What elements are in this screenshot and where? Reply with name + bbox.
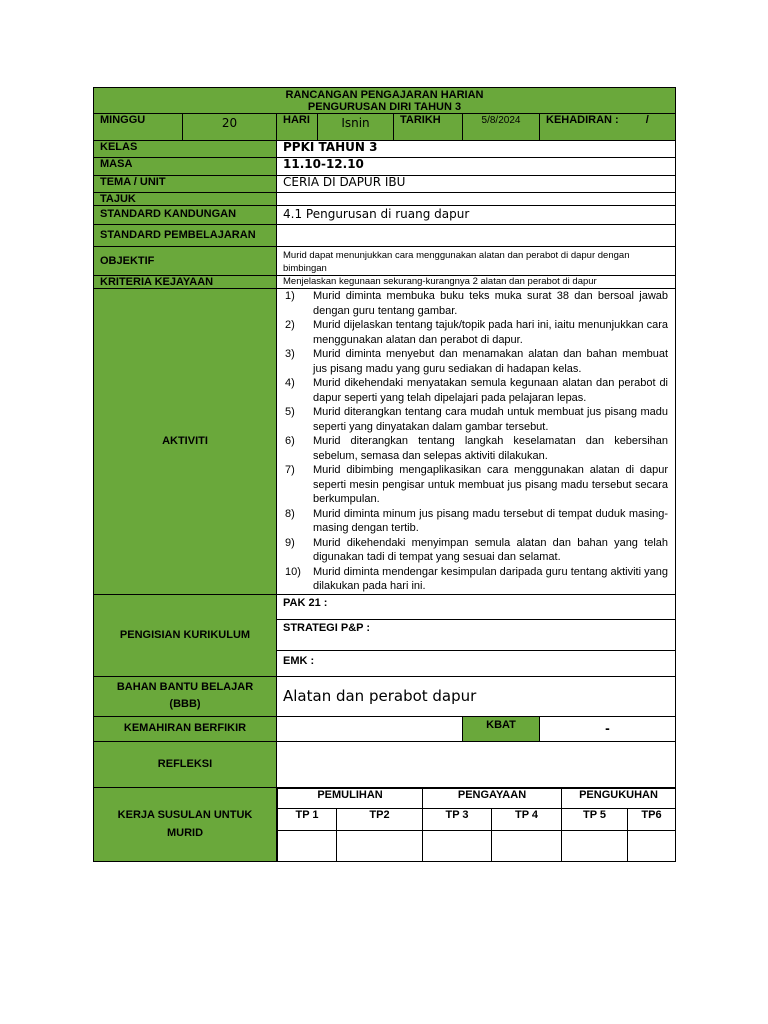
kbat-label: KBAT bbox=[463, 716, 540, 741]
standard-kandungan-value: 4.1 Pengurusan di ruang dapur bbox=[277, 206, 676, 225]
document-title bbox=[94, 88, 676, 114]
aktiviti-item-text: Murid dikehendaki menyimpan semula alatan dan bahan yang telah digunakan tadi di tempat yang sesuai dan selamat. bbox=[313, 536, 669, 563]
aktiviti-item-text: Murid diminta minum jus pisang madu tersebut di tempat duduk masing-masing dengan tertib. bbox=[313, 507, 669, 534]
tp5-cell bbox=[562, 830, 628, 861]
aktiviti-item bbox=[285, 565, 669, 594]
minggu-label: MINGGU bbox=[94, 114, 183, 141]
tp4-cell bbox=[492, 830, 562, 861]
kehadiran-value: / bbox=[645, 114, 649, 126]
aktiviti-item bbox=[285, 463, 669, 507]
aktiviti-item-text: Murid dijelaskan tentang tajuk/topik pada hari ini, iaitu menunjukkan cara menggunakan alatan dan perabot di dapur. bbox=[313, 319, 669, 346]
tp1-cell bbox=[278, 830, 337, 861]
aktiviti-item bbox=[285, 376, 669, 405]
aktiviti-item bbox=[285, 347, 669, 376]
hari-label: HARI bbox=[277, 114, 318, 141]
aktiviti-item bbox=[285, 434, 669, 463]
aktiviti-item-text: Murid dibimbing mengaplikasikan cara menggunakan alatan di dapur seperti mesin pengisar untuk membuat jus pisang madu tersebut secara berkumpulan. bbox=[313, 464, 669, 505]
aktiviti-item bbox=[285, 536, 669, 565]
kelas-value: PPKI TAHUN 3 bbox=[277, 141, 676, 158]
aktiviti-label: AKTIVITI bbox=[94, 289, 277, 595]
tajuk-value bbox=[277, 193, 676, 206]
pengisian-kurikulum-label: PENGISIAN KURIKULUM bbox=[94, 594, 277, 676]
kerja-susulan-grid bbox=[277, 787, 676, 862]
aktiviti-item-text: Murid diminta menyebut dan menamakan alatan dan bahan membuat jus pisang madu yang guru sediakan di hadapan kelas. bbox=[313, 348, 669, 375]
tema-value: CERIA DI DAPUR IBU bbox=[277, 176, 676, 193]
tarikh-label: TARIKH bbox=[394, 114, 463, 141]
masa-value: 11.10-12.10 bbox=[277, 158, 676, 176]
aktiviti-item-number: 5) bbox=[285, 406, 295, 418]
objektif-label: OBJEKTIF bbox=[94, 247, 277, 276]
strategi-pnp-field: STRATEGI P&P : bbox=[277, 619, 676, 650]
standard-kandungan-label: STANDARD KANDUNGAN bbox=[94, 206, 277, 225]
standard-pembelajaran-value bbox=[277, 225, 676, 247]
aktiviti-item-number: 7) bbox=[285, 464, 295, 476]
aktiviti-item-number: 4) bbox=[285, 377, 295, 389]
kbat-value: - bbox=[540, 716, 676, 741]
tp-table bbox=[277, 788, 676, 862]
aktiviti-item-text: Murid diminta mendengar kesimpulan daripada guru tentang aktiviti yang dilakukan pada hari ini. bbox=[313, 565, 669, 592]
aktiviti-item bbox=[285, 405, 669, 434]
aktiviti-item bbox=[285, 507, 669, 536]
kerja-susulan-label: KERJA SUSULAN UNTUK MURID bbox=[94, 787, 277, 862]
aktiviti-item bbox=[285, 318, 669, 347]
refleksi-value bbox=[277, 741, 676, 787]
kelas-label: KELAS bbox=[94, 141, 277, 158]
aktiviti-item-number: 2) bbox=[285, 319, 295, 331]
aktiviti-list bbox=[283, 289, 668, 594]
bbb-value: Alatan dan perabot dapur bbox=[277, 676, 676, 716]
emk-field: EMK : bbox=[277, 650, 676, 676]
kehadiran-cell bbox=[540, 114, 676, 141]
tp2-header: TP2 bbox=[337, 808, 423, 830]
aktiviti-item-number: 8) bbox=[285, 507, 295, 520]
aktiviti-item-number: 9) bbox=[285, 536, 295, 549]
pengukuhan-header: PENGUKUHAN bbox=[562, 788, 676, 808]
kriteria-kejayaan-value: Menjelaskan kegunaan sekurang-kurangnya 2 alatan dan perabot di dapur bbox=[277, 276, 676, 289]
aktiviti-item-text: Murid diterangkan tentang cara mudah untuk membuat jus pisang madu seperti yang dinyatakan dalam gambar tersebut. bbox=[313, 406, 669, 433]
tp5-header: TP 5 bbox=[562, 808, 628, 830]
tp6-cell bbox=[628, 830, 676, 861]
aktiviti-item-number: 1) bbox=[285, 290, 295, 302]
tp3-cell bbox=[423, 830, 492, 861]
aktiviti-item-text: Murid diterangkan tentang langkah keselamatan dan kebersihan sebelum, semasa dan selepas aktiviti dilakukan. bbox=[313, 435, 669, 462]
objektif-value: Murid dapat menunjukkan cara menggunakan alatan dan perabot di dapur dengan bimbingan bbox=[277, 247, 676, 276]
tp3-header: TP 3 bbox=[423, 808, 492, 830]
tp4-header: TP 4 bbox=[492, 808, 562, 830]
pemulihan-header: PEMULIHAN bbox=[278, 788, 423, 808]
tp2-cell bbox=[337, 830, 423, 861]
rph-table bbox=[93, 87, 676, 862]
tema-label: TEMA / UNIT bbox=[94, 176, 277, 193]
minggu-value: 20 bbox=[183, 114, 277, 141]
tp1-header: TP 1 bbox=[278, 808, 337, 830]
title-line-2: PENGURUSAN DIRI TAHUN 3 bbox=[307, 101, 462, 113]
tp6-header: TP6 bbox=[628, 808, 676, 830]
bbb-label: BAHAN BANTU BELAJAR (BBB) bbox=[94, 676, 277, 716]
masa-label: MASA bbox=[94, 158, 277, 176]
aktiviti-content bbox=[277, 289, 676, 595]
standard-pembelajaran-label: STANDARD PEMBELAJARAN bbox=[94, 225, 277, 247]
refleksi-label: REFLEKSI bbox=[94, 741, 277, 787]
pengayaan-header: PENGAYAAN bbox=[423, 788, 562, 808]
aktiviti-item-number: 6) bbox=[285, 435, 295, 447]
title-line-1: RANCANGAN PENGAJARAN HARIAN bbox=[285, 89, 484, 101]
tajuk-label: TAJUK bbox=[94, 193, 277, 206]
hari-value: Isnin bbox=[318, 114, 394, 141]
aktiviti-item bbox=[285, 289, 669, 318]
pak21-field: PAK 21 : bbox=[277, 594, 676, 619]
kemahiran-berfikir-label: KEMAHIRAN BERFIKIR bbox=[94, 716, 277, 741]
kehadiran-label: KEHADIRAN : bbox=[546, 114, 619, 126]
kriteria-kejayaan-label: KRITERIA KEJAYAAN bbox=[94, 276, 277, 289]
aktiviti-item-text: Murid diminta membuka buku teks muka surat 38 dan bersoal jawab dengan guru tentang gambar. bbox=[313, 290, 669, 317]
kemahiran-berfikir-value bbox=[277, 716, 463, 741]
aktiviti-item-number: 10) bbox=[285, 565, 301, 578]
aktiviti-item-number: 3) bbox=[285, 348, 295, 360]
aktiviti-item-text: Murid dikehendaki menyatakan semula kegunaan alatan dan perabot di dapur seperti yang telah dipelajari pada pelajaran lepas. bbox=[313, 377, 669, 404]
tarikh-value: 5/8/2024 bbox=[463, 114, 540, 141]
